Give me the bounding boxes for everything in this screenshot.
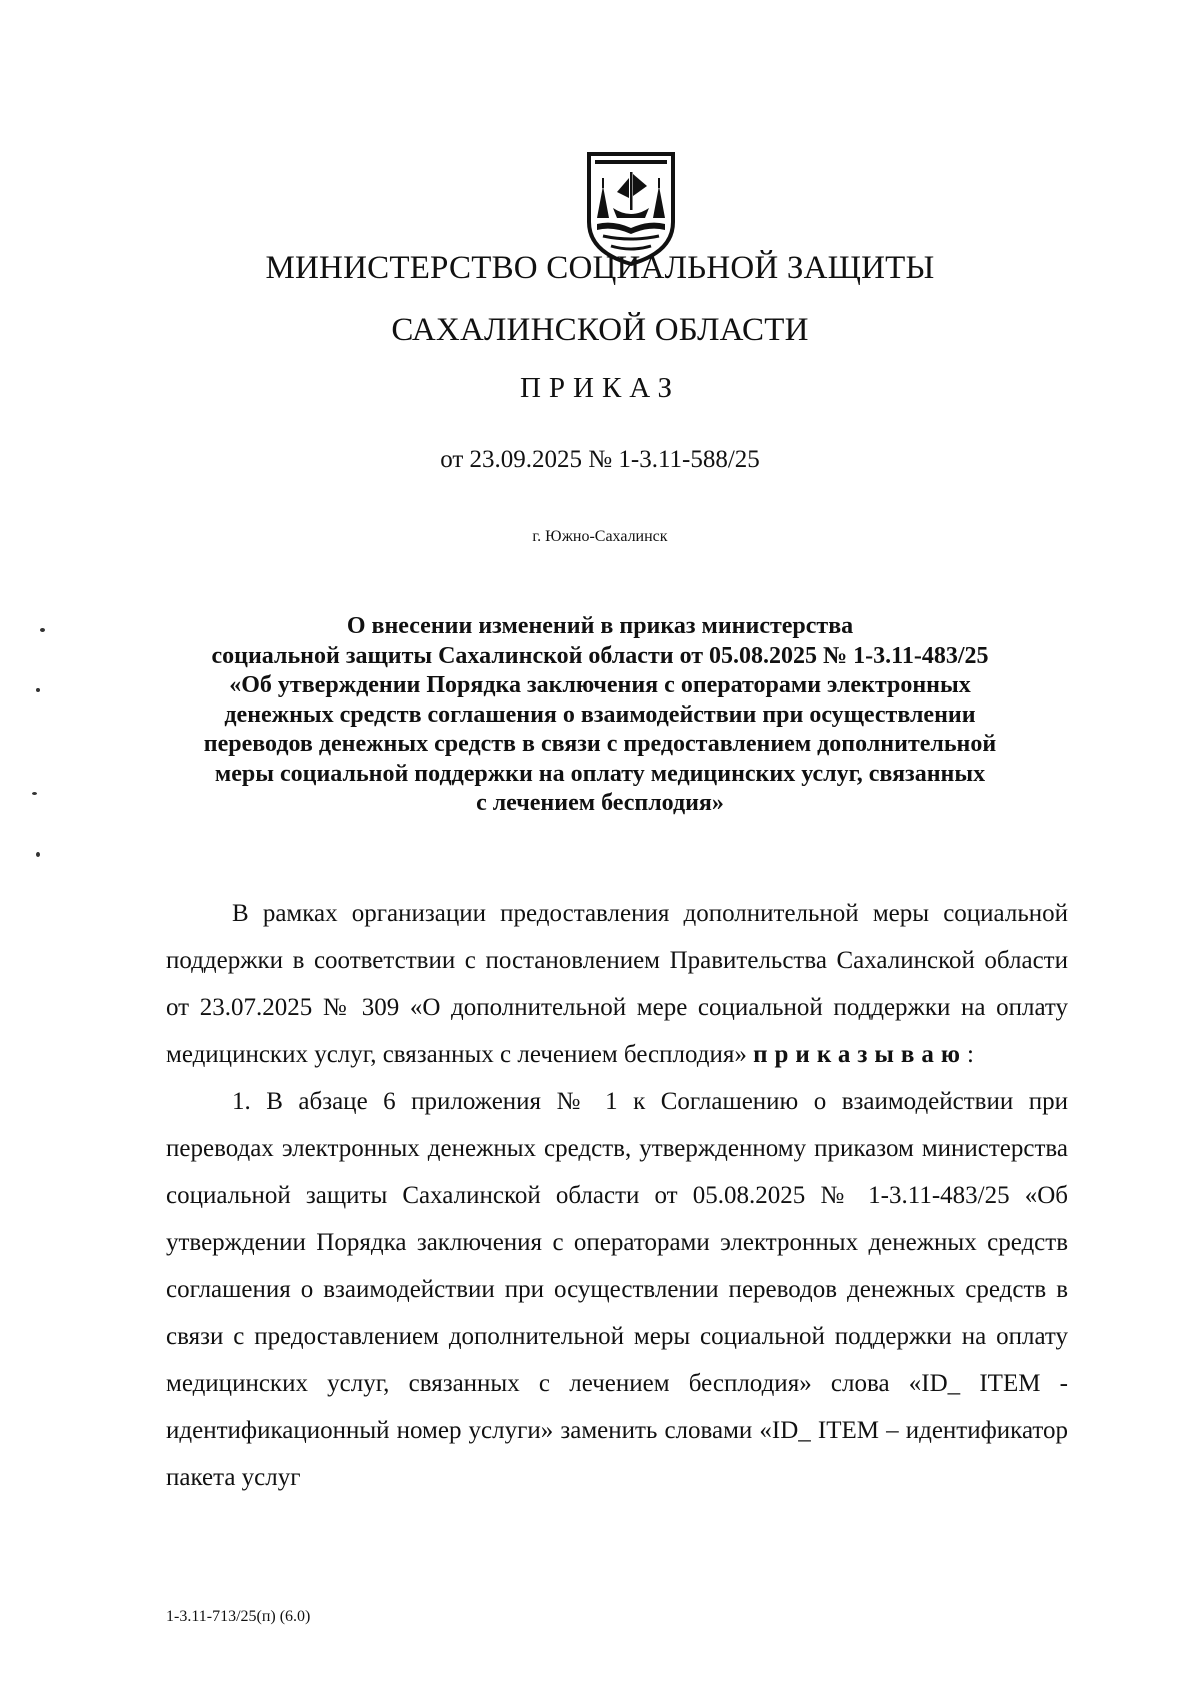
document-title [140,612,1060,819]
document-body [166,890,1068,1501]
document-city: г. Южно-Сахалинск [532,528,668,545]
scan-speck [36,852,40,857]
title-line: социальной защиты Сахалинской области от 05.08.2025 № 1-3.11-483/25 [211,642,989,669]
document-type: ПРИКАЗ [519,372,681,404]
scan-speck [32,792,37,795]
order-word: приказываю [753,1041,968,1068]
ministry-name-line1: МИНИСТЕРСТВО СОЦИАЛЬНОЙ ЗАЩИТЫ [265,250,935,286]
ministry-name-line2: САХАЛИНСКОЙ ОБЛАСТИ [391,312,809,348]
title-line: денежных средств соглашения о взаимодействии при осуществлении [224,701,976,728]
order-colon: : [967,1041,974,1068]
title-line: с лечением бесплодия» [476,790,724,816]
document-date-number: от 23.09.2025 № 1-3.11-588/25 [440,446,760,473]
preamble-text: В рамках организации предоставления дополнительной меры социальной поддержки в соответствии с постановлением Правительства Сахалинской области от 23.07.2025 № 309 «О дополнительной мере социальной поддержки на оплату медицинских услуг, связанных с лечением бесплодия» [166,900,1068,1068]
title-line: О внесении изменений в приказ министерства [346,613,854,639]
document-footer-code: 1-3.11-713/25(п) (6.0) [166,1608,311,1625]
title-line: переводов денежных средств в связи с предоставлением дополнительной [203,731,997,757]
scan-speck [36,688,40,692]
title-line: меры социальной поддержки на оплату медицинских услуг, связанных [214,760,986,787]
preamble-paragraph [166,890,1068,1078]
title-line: «Об утверждении Порядка заключения с операторами электронных [229,672,971,698]
item-1-paragraph: 1. В абзаце 6 приложения № 1 к Соглашению о взаимодействии при переводах электронных денежных средств, утвержденному приказом министерства социальной защиты Сахалинской области от 05.08.2025 № 1-3.11-483/25 «Об утверждении Порядка заключения с операторами электронных денежных средств соглашения о взаимодействии при осуществлении переводов денежных средств в связи с предоставлением дополнительной меры социальной поддержки на оплату медицинских услуг, связанных с лечением бесплодия» слова «ID_ ITEM - идентификационный номер услуги» заменить словами «ID_ ITEM – идентификатор пакета услуг [166,1088,1068,1491]
scan-speck [40,628,45,632]
